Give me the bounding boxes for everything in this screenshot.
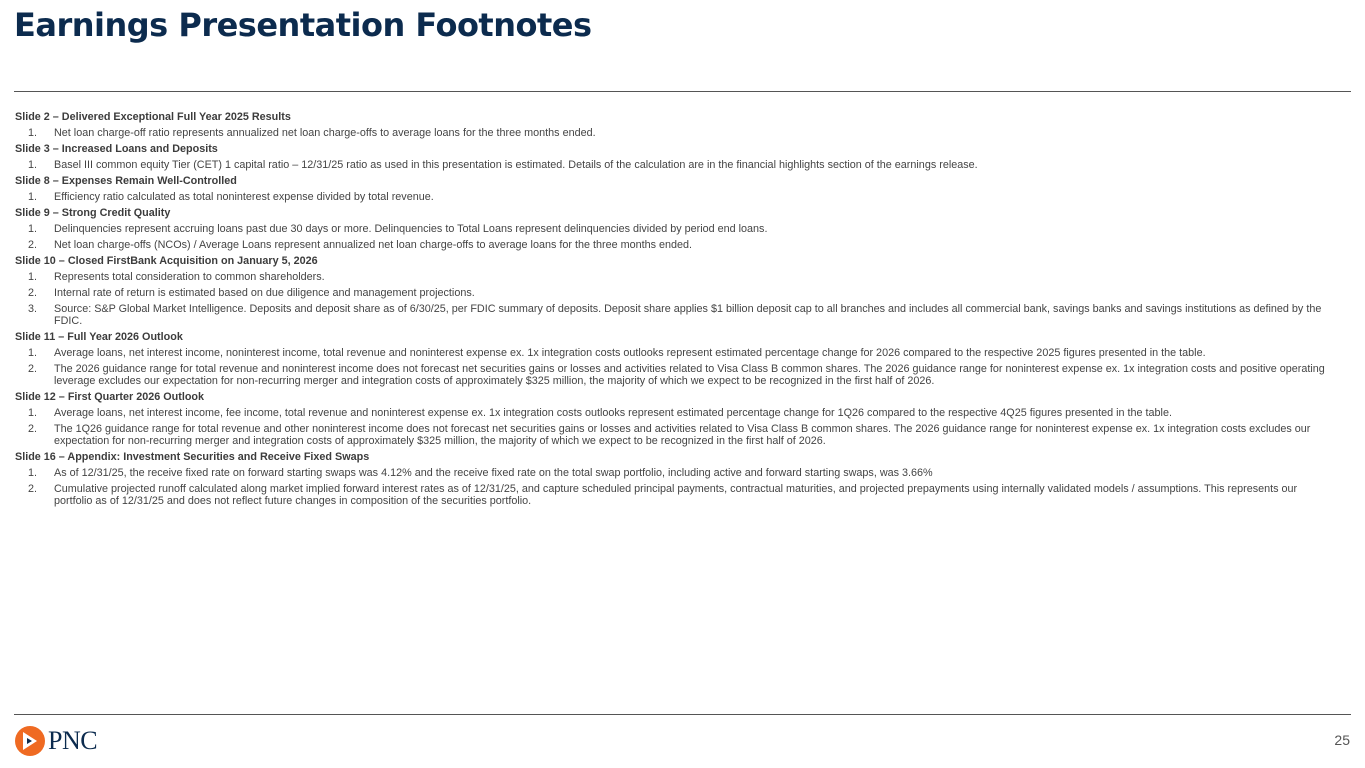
page-title: Earnings Presentation Footnotes [14, 6, 592, 44]
footnote-section [15, 109, 1335, 141]
footnote-number: 1. [28, 407, 38, 419]
footnote-text: Efficiency ratio calculated as total noninterest expense divided by total revenue. [54, 191, 434, 203]
footnote-item [15, 345, 1335, 361]
footnote-number: 1. [28, 347, 38, 359]
footnote-text: Net loan charge-offs (NCOs) / Average Loans represent annualized net loan charge-offs to average loans for the three months ended. [54, 239, 693, 251]
footnote-item [15, 285, 1335, 301]
footnote-text: Net loan charge-off ratio represents annualized net loan charge-offs to average loans for the three months ended. [54, 127, 596, 139]
footnote-number: 3. [28, 303, 38, 315]
section-title: Slide 12 – First Quarter 2026 Outlook [15, 391, 205, 403]
page-number: 25 [1334, 732, 1350, 748]
header-divider [14, 91, 1351, 92]
footnote-text: The 2026 guidance range for total revenue and noninterest income does not forecast net securities gains or losses and activities related to Visa Class B common shares. The 2026 guidance range for noninterest expense ex. 1x integration costs and positive operating leverage excludes our expectation for non-recurring merger and integration costs of approximately $325 million, the majority of which we expect to be recognized in the first half of 2026. [54, 363, 1325, 387]
footnote-item [15, 237, 1335, 253]
section-title: Slide 11 – Full Year 2026 Outlook [15, 331, 183, 343]
section-title: Slide 16 – Appendix: Investment Securities and Receive Fixed Swaps [15, 451, 370, 463]
footnote-item [15, 465, 1335, 481]
footnote-section [15, 253, 1335, 329]
footnote-item [15, 269, 1335, 285]
pnc-logo-mark-icon [14, 725, 46, 757]
logo-wordmark: PNC [48, 726, 98, 755]
footnote-section [15, 141, 1335, 173]
footnote-section [15, 173, 1335, 205]
footnote-text: Source: S&P Global Market Intelligence. Deposits and deposit share as of 6/30/25, per FDIC summary of deposits. Deposit share applies $1 billion deposit cap to all branches and includes all commercial bank, savings banks and savings institutions as defined by the FDIC. [54, 303, 1322, 327]
footnote-number: 1. [28, 191, 38, 203]
footnote-number: 1. [28, 271, 38, 283]
footnotes-list [15, 109, 1335, 509]
section-title: Slide 3 – Increased Loans and Deposits [15, 143, 218, 155]
footnote-text: As of 12/31/25, the receive fixed rate on forward starting swaps was 4.12% and the receive fixed rate on the total swap portfolio, including active and forward starting swaps, was 3.66% [54, 467, 933, 479]
footnote-section [15, 449, 1335, 509]
footnote-number: 1. [28, 467, 38, 479]
footnote-text: Represents total consideration to common shareholders. [54, 271, 325, 283]
footnote-number: 1. [28, 223, 38, 235]
footnote-item [15, 221, 1335, 237]
footnote-item [15, 421, 1335, 449]
footnote-number: 2. [28, 287, 38, 299]
footnote-number: 2. [28, 363, 38, 375]
footnote-text: Internal rate of return is estimated based on due diligence and management projections. [54, 287, 475, 299]
footnote-number: 1. [28, 159, 38, 171]
section-title: Slide 9 – Strong Credit Quality [15, 207, 171, 219]
footnote-section [15, 329, 1335, 389]
footnote-text: Basel III common equity Tier (CET) 1 capital ratio – 12/31/25 ratio as used in this presentation is estimated. Details of the calculation are in the financial highlights section of the earnings release. [54, 159, 978, 171]
pnc-logo [14, 725, 97, 757]
section-title: Slide 10 – Closed FirstBank Acquisition on January 5, 2026 [15, 255, 318, 267]
footnote-text: The 1Q26 guidance range for total revenue and other noninterest income does not forecast net securities gains or losses and activities related to Visa Class B common shares. The 2026 guidance range for noninterest expense ex. 1x integration costs excludes our expectation for non-recurring merger and integration costs of approximately $325 million, the majority of which we expect to be recognized in the first half of 2026. [54, 423, 1311, 447]
footnote-item [15, 157, 1335, 173]
footnote-text: Delinquencies represent accruing loans past due 30 days or more. Delinquencies to Total Loans represent delinquencies divided by period end loans. [54, 223, 768, 235]
footnote-item [15, 481, 1335, 509]
footnote-item [15, 125, 1335, 141]
footnote-section [15, 389, 1335, 449]
footnote-item [15, 189, 1335, 205]
footnote-number: 1. [28, 127, 38, 139]
section-title: Slide 2 – Delivered Exceptional Full Year 2025 Results [15, 111, 291, 123]
footnote-item [15, 301, 1335, 329]
footnote-number: 2. [28, 239, 38, 251]
section-title: Slide 8 – Expenses Remain Well-Controlled [15, 175, 237, 187]
footnote-number: 2. [28, 423, 38, 435]
footnote-text: Cumulative projected runoff calculated along market implied forward interest rates as of 12/31/25, and capture scheduled principal payments, contractual maturities, and projected prepayments using internally validated models / assumptions. This represents our portfolio as of 12/31/25 and does not reflect future changes in composition of the securities portfolio. [54, 483, 1298, 507]
footer-divider [14, 714, 1351, 715]
footnote-section [15, 205, 1335, 253]
footnote-number: 2. [28, 483, 38, 495]
footnote-text: Average loans, net interest income, fee income, total revenue and noninterest expense ex. 1x integration costs outlooks represent estimated percentage change for 1Q26 compared to the respective 4Q25 figures presented in the table. [54, 407, 1172, 419]
footnote-text: Average loans, net interest income, noninterest income, total revenue and noninterest expense ex. 1x integration costs outlooks represent estimated percentage change for 2026 compared to the respective 2025 figures presented in the table. [54, 347, 1206, 359]
footnote-item [15, 405, 1335, 421]
footnote-item [15, 361, 1335, 389]
